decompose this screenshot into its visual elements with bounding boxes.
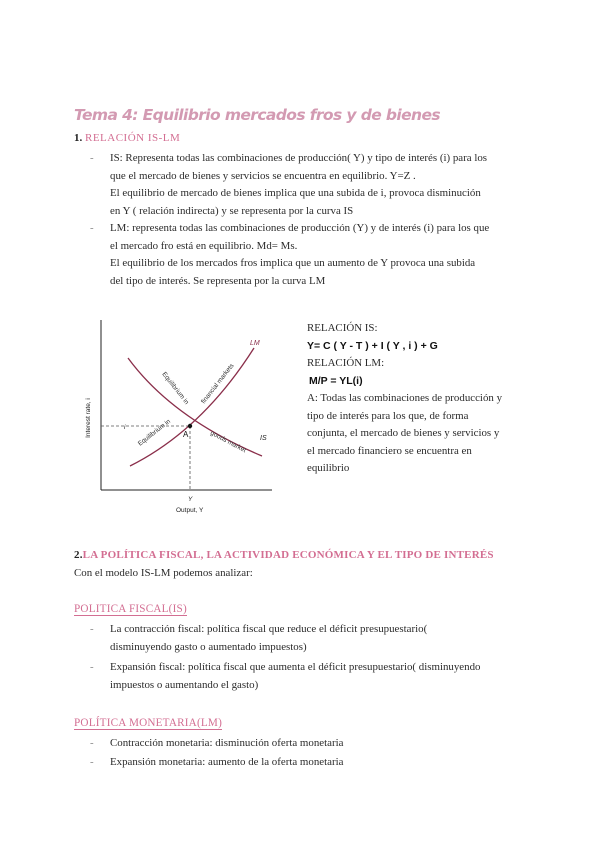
x-axis-label: Output, Y: [176, 507, 204, 514]
bullet-dash: -: [90, 623, 94, 635]
a-line: el mercado financiero se encuentra en: [307, 444, 472, 457]
bullet-is: [110, 150, 487, 220]
section1-heading: [74, 132, 180, 144]
bullet-is-line: que el mercado de bienes y servicios se encuentra en equilibrio. Y=Z .: [110, 169, 416, 182]
point-a-description: [307, 390, 502, 478]
is-annotation: Equilibrium in: [136, 418, 172, 448]
fiscal-item-line: La contracción fiscal: política fiscal que reduce el déficit presupuestario(: [110, 623, 428, 635]
bullet-lm-line: El equilibrio de los mercados fros implica que un aumento de Y provoca una subida: [110, 257, 476, 269]
a-line: tipo de interés para los que, de forma: [307, 409, 469, 422]
bullet-lm-line: LM: representa todas las combinaciones de producción (Y) y de interés (i) para los que: [110, 222, 490, 234]
section1-number: 1.: [74, 132, 83, 144]
is-lm-diagram: [85, 318, 292, 518]
y-axis-label: Interest rate, i: [85, 398, 92, 438]
a-line: conjunta, el mercado de bienes y servicios y: [307, 427, 500, 439]
bullet-lm-line: el mercado fro está en equilibrio. Md= Ms.: [110, 239, 298, 252]
rel-is-label: RELACIÓN IS:: [307, 322, 378, 334]
is-annotation-2: goods market: [209, 429, 248, 455]
fiscal-item: [110, 659, 480, 694]
a-line: A: Todas las combinaciones de producción y: [307, 392, 503, 404]
fiscal-item: [110, 621, 427, 656]
bullet-is-line: El equilibrio de mercado de bienes implica que una subida de i, provoca disminución: [110, 187, 481, 199]
monetary-item: Expansión monetaria: aumento de la oferta monetaria: [110, 756, 344, 768]
fiscal-heading: [74, 603, 187, 615]
lm-annotation: Equilibrium in: [160, 370, 190, 406]
rel-is-formula: Y= C ( Y - T ) + I ( Y , i ) + G: [307, 339, 438, 352]
bullet-is-line: IS: Representa todas las combinaciones de producción( Y) y tipo de interés (i) para los: [110, 152, 488, 164]
page-title: Tema 4: Equilibrio mercados fros y de bienes: [74, 106, 441, 124]
is-label: IS: [260, 435, 267, 442]
a-line: equilibrio: [307, 462, 350, 474]
bullet-lm: [110, 220, 489, 290]
section2-title: LA POLÍTICA FISCAL, LA ACTIVIDAD ECONÓMICA Y EL TIPO DE INTERÉS: [82, 549, 494, 561]
section2-number: 2.: [74, 549, 83, 561]
section1-title: RELACIÓN IS-LM: [85, 132, 181, 144]
monetary-heading: [74, 717, 222, 729]
lm-label: LM: [250, 340, 260, 347]
section2-intro: Con el modelo IS-LM podemos analizar:: [74, 567, 253, 579]
fiscal-heading-text: POLITICA FISCAL(IS): [74, 603, 187, 615]
rel-lm-label: RELACIÓN LM:: [307, 357, 385, 369]
y-tick: i: [124, 424, 126, 431]
bullet-lm-line: del tipo de interés. Se representa por la curva LM: [110, 274, 326, 287]
rel-lm-formula: M/P = YL(i): [309, 374, 363, 387]
bullet-dash: -: [90, 661, 94, 673]
section2-heading: [74, 549, 494, 561]
x-tick: Y: [188, 496, 193, 503]
bullet-dash: -: [90, 222, 94, 234]
bullet-dash: -: [90, 756, 94, 768]
bullet-dash: -: [90, 152, 94, 164]
lm-annotation-2: financial markets: [200, 362, 236, 406]
fiscal-item-line: disminuyendo gasto o aumentado impuestos): [110, 640, 307, 653]
point-label: A: [183, 430, 189, 439]
fiscal-item-line: Expansión fiscal: política fiscal que aumenta el déficit presupuestario( disminuyendo: [110, 661, 481, 673]
bullet-is-line: en Y ( relación indirecta) y se representa por la curva IS: [110, 204, 354, 217]
monetary-item: Contracción monetaria: disminución oferta monetaria: [110, 737, 344, 749]
monetary-heading-text: POLÍTICA MONETARIA(LM): [74, 717, 222, 729]
fiscal-item-line: impuestos o aumentando el gasto): [110, 678, 259, 691]
side-panel: [307, 320, 438, 390]
equilibrium-point: [188, 424, 192, 428]
bullet-dash: -: [90, 737, 94, 749]
